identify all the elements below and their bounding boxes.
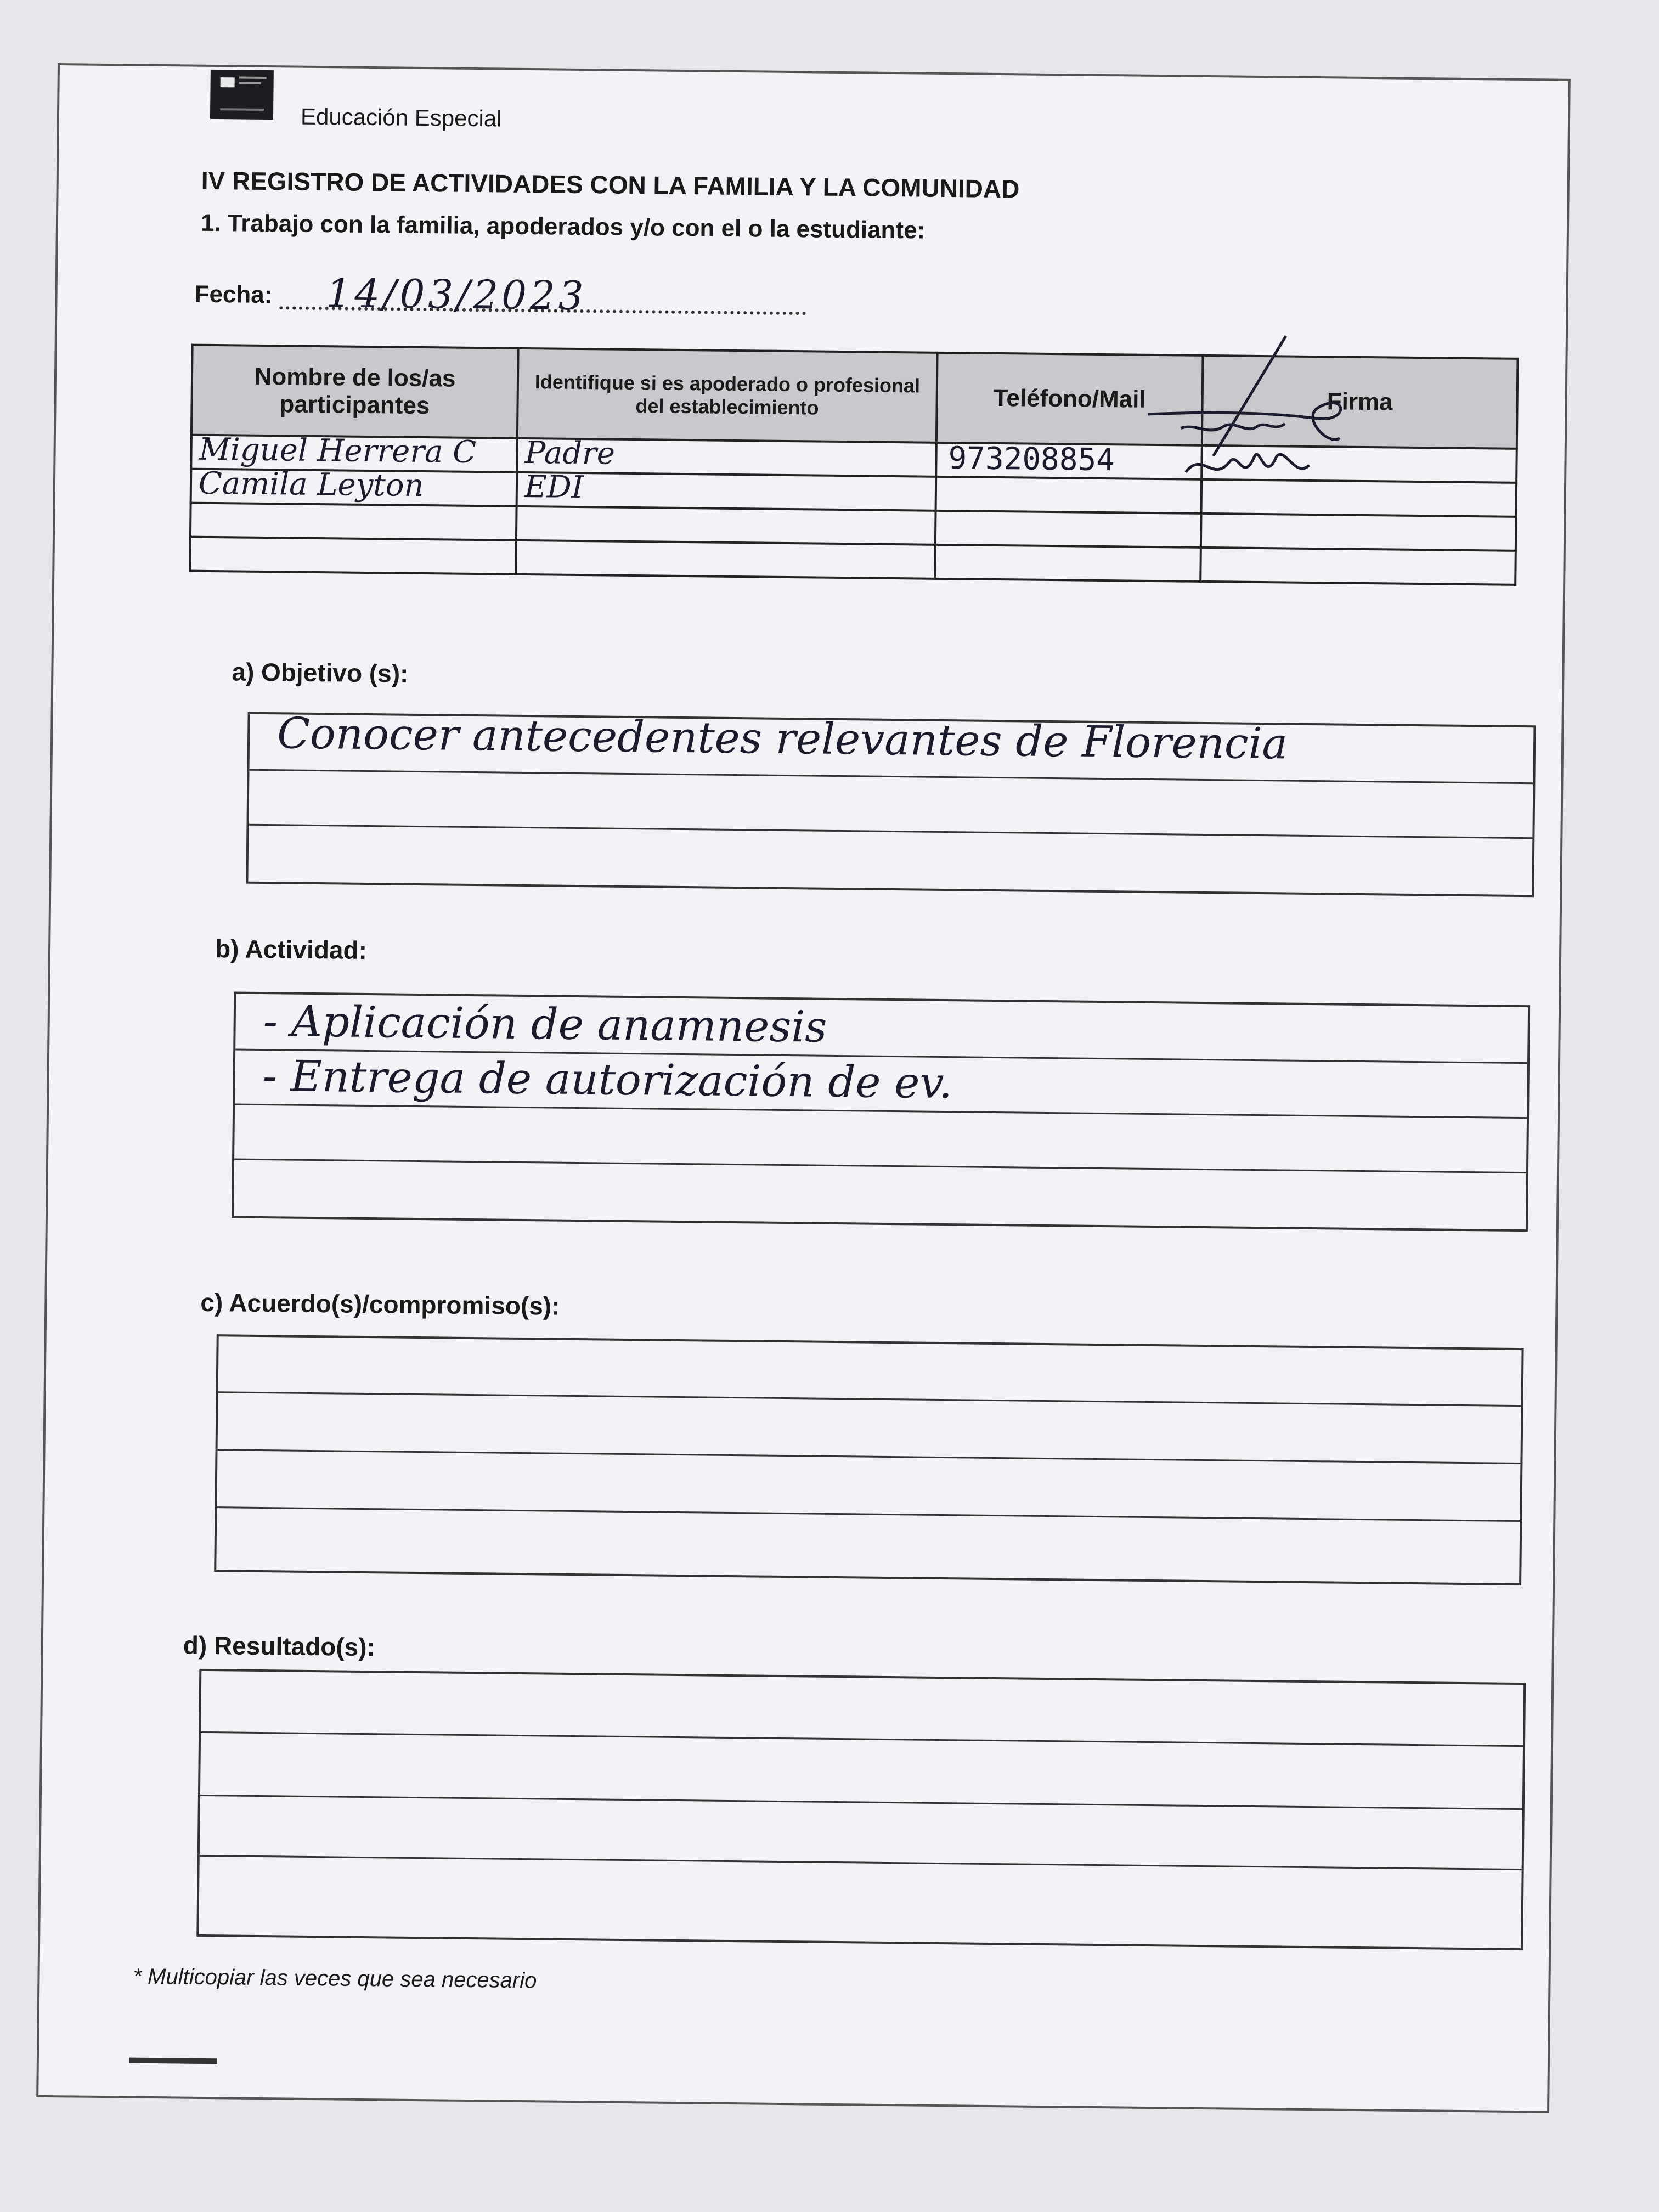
actividad-box[interactable]: [232, 991, 1530, 1232]
resultados-box[interactable]: [196, 1669, 1526, 1950]
column-header-rol: Identifique si es apoderado o profesional del establecimiento: [517, 348, 938, 443]
acuerdos-label: c) Acuerdo(s)/compromiso(s):: [200, 1288, 560, 1321]
form-sheet: [36, 63, 1571, 2113]
footnote: * Multicopiar las veces que sea necesario: [133, 1964, 537, 1993]
cell-rol[interactable]: [516, 506, 936, 545]
section-title: IV REGISTRO DE ACTIVIDADES CON LA FAMILIA Y LA COMUNIDAD: [201, 166, 1020, 204]
handwritten-signature: [1119, 318, 1352, 550]
acuerdos-box[interactable]: [214, 1334, 1523, 1585]
cell-nombre[interactable]: Miguel Herrera C: [191, 435, 517, 472]
cell-telefono[interactable]: [935, 545, 1201, 582]
fecha-label: Fecha:: [194, 280, 273, 309]
cell-rol[interactable]: [516, 540, 935, 579]
cell-nombre[interactable]: Camila Leyton: [191, 469, 517, 506]
cell-rol[interactable]: Padre: [517, 438, 936, 477]
cell-rol[interactable]: EDI: [517, 472, 936, 511]
objetivo-line-1[interactable]: Conocer antecedentes relevantes de Florencia: [276, 709, 1288, 769]
fecha-value[interactable]: 14/03/2023: [326, 270, 588, 319]
cell-nombre[interactable]: [190, 503, 517, 540]
objetivo-label: a) Objetivo (s):: [232, 657, 409, 688]
actividad-label: b) Actividad:: [215, 934, 368, 964]
actividad-line-2[interactable]: - Entrega de autorización de ev.: [262, 1052, 953, 1109]
ministry-logo: [210, 70, 274, 120]
objetivo-box[interactable]: [246, 709, 1536, 898]
resultados-label: d) Resultado(s):: [183, 1630, 376, 1662]
cell-nombre[interactable]: [190, 537, 516, 574]
footer-bar: [129, 2058, 217, 2064]
column-header-telefono: Teléfono/Mail: [936, 353, 1203, 445]
subsection-title: 1. Trabajo con la familia, apoderados y/o con el o la estudiante:: [200, 209, 926, 244]
cell-telefono[interactable]: 973208854: [936, 443, 1202, 479]
column-header-firma: Firma: [1202, 356, 1518, 449]
actividad-line-1[interactable]: - Aplicación de anamnesis: [263, 997, 827, 1052]
cell-firma[interactable]: [1200, 548, 1516, 585]
institution-label: Educación Especial: [300, 103, 502, 132]
column-header-nombre: Nombre de los/as participantes: [191, 345, 518, 438]
